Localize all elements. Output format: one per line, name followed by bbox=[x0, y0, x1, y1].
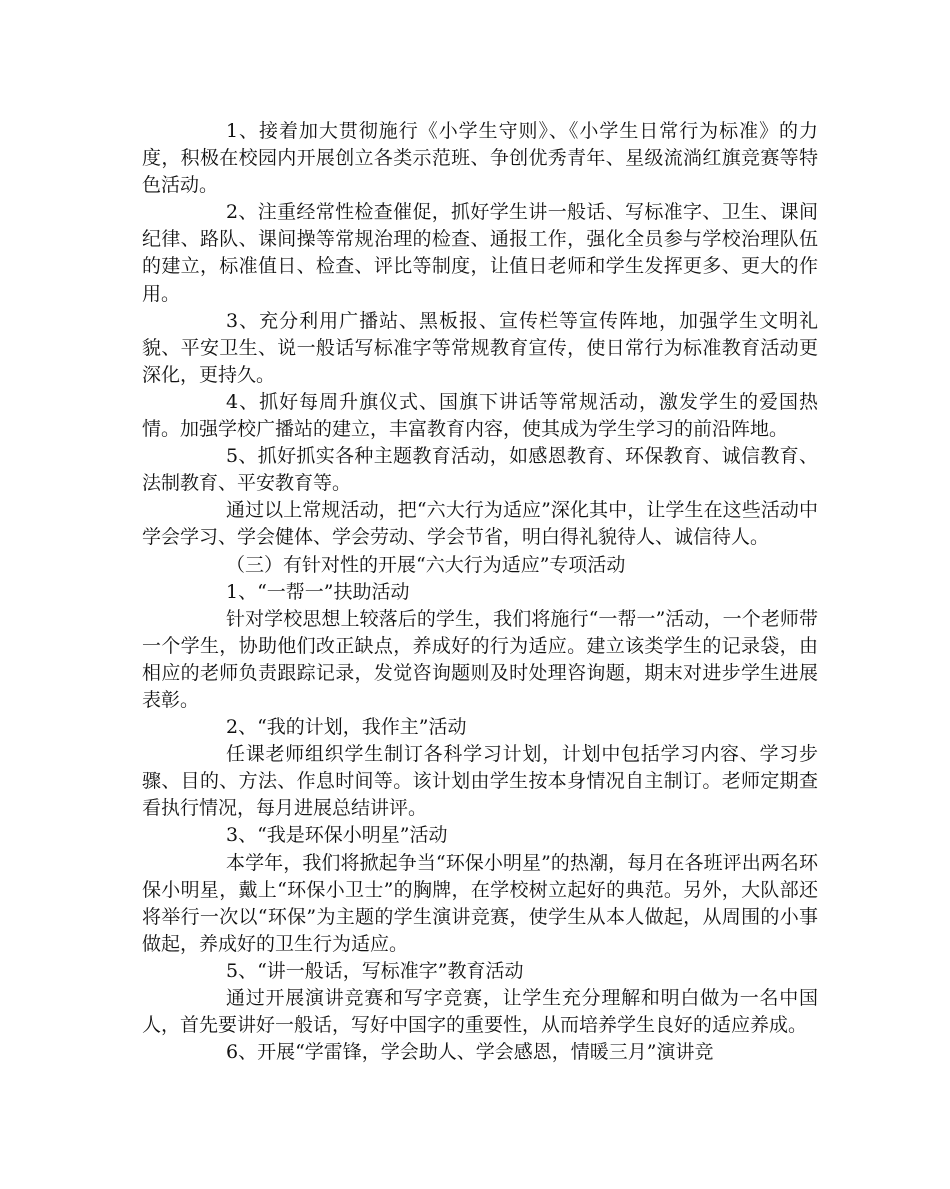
paragraph-2: 2、注重经常性检查催促，抓好学生讲一般话、写标准字、卫生、课间纪律、路队、课间操等常规治理的检查、通报工作，强化全员参与学校治理队伍的建立，标准值日、检查、评比等制度，让值日老师和学生发挥更多、更大的作用。 bbox=[142, 201, 818, 305]
paragraph-1: 1、接着加大贯彻施行《小学生守则》、《小学生日常行为标准》的力度，积极在校园内开展创立各类示范班、争创优秀青年、星级流淌红旗竞赛等特色活动。 bbox=[142, 120, 818, 197]
paragraph-6: 6、开展“学雷锋，学会助人、学会感恩，情暖三月”演讲竞 bbox=[226, 1041, 714, 1064]
paragraph-5: 5、抓好抓实各种主题教育活动，如感恩教育、环保教育、诚信教育、法制教育、平安教育等。 bbox=[142, 445, 818, 495]
document-page bbox=[142, 118, 818, 1066]
subheading-2: 2、“我的计划，我作主”活动 bbox=[226, 716, 467, 739]
section-heading: （三）有针对性的开展“六大行为适应”专项活动 bbox=[226, 553, 626, 576]
subheading-3: 3、“我是环保小明星”活动 bbox=[226, 824, 448, 847]
subheading-1: 1、“一帮一”扶助活动 bbox=[226, 580, 410, 603]
subheading-5: 5、“讲一般话，写标准字”教育活动 bbox=[226, 959, 524, 982]
paragraph-mentoring: 针对学校思想上较落后的学生，我们将施行“一帮一”活动，一个老师带一个学生，协助他们改正缺点，养成好的行为适应。建立该类学生的记录袋，由相应的老师负责跟踪记录，发觉咨询题则及时处理咨询题，期末对进步学生进展表彰。 bbox=[142, 607, 818, 711]
paragraph-summary: 通过以上常规活动，把“六大行为适应”深化其中，让学生在这些活动中学会学习、学会健体、学会劳动、学会节省，明白得礼貌待人、诚信待人。 bbox=[142, 499, 818, 549]
paragraph-eco-star: 本学年，我们将掀起争当“环保小明星”的热潮，每月在各班评出两名环保小明星，戴上“环保小卫士”的胸牌，在学校树立起好的典范。另外，大队部还将举行一次以“环保”为主题的学生演讲竞赛，使学生从本人做起，从周围的小事做起，养成好的卫生行为适应。 bbox=[142, 851, 818, 955]
paragraph-speech-writing: 通过开展演讲竞赛和写字竞赛，让学生充分理解和明白做为一名中国人，首先要讲好一般话，写好中国字的重要性，从而培养学生良好的适应养成。 bbox=[142, 987, 818, 1037]
paragraph-3: 3、充分利用广播站、黑板报、宣传栏等宣传阵地，加强学生文明礼貌、平安卫生、说一般话写标准字等常规教育宣传，使日常行为标准教育活动更深化，更持久。 bbox=[142, 309, 818, 386]
paragraph-4: 4、抓好每周升旗仪式、国旗下讲话等常规活动，激发学生的爱国热情。加强学校广播站的建立，丰富教育内容，使其成为学生学习的前沿阵地。 bbox=[142, 390, 818, 441]
paragraph-planning: 任课老师组织学生制订各科学习计划，计划中包括学习内容、学习步骤、目的、方法、作息时间等。该计划由学生按本身情况自主制订。老师定期查看执行情况，每月进展总结讲评。 bbox=[142, 743, 818, 820]
